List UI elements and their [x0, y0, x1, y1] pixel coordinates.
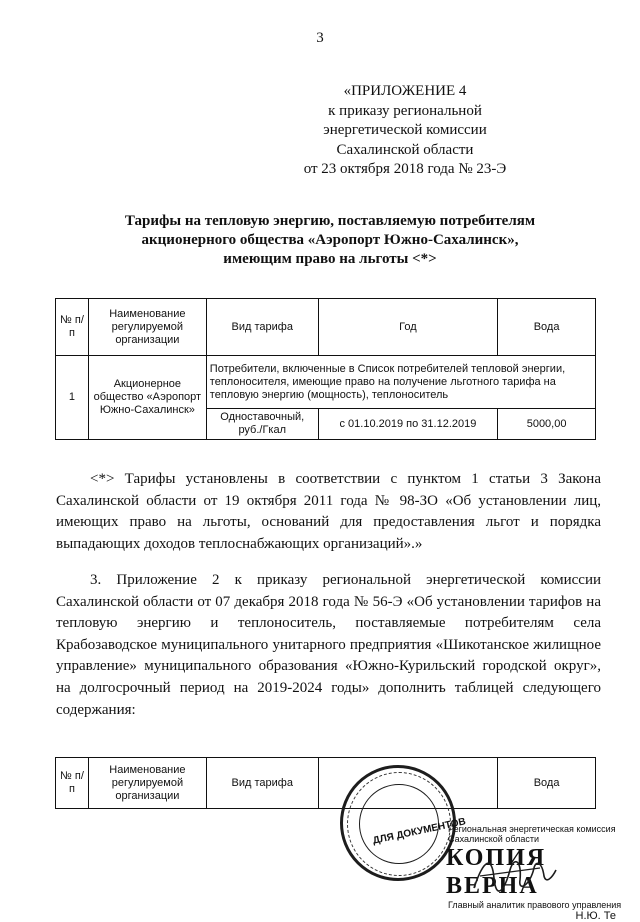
footnote: [56, 469, 601, 555]
cell-num: 1: [56, 356, 89, 440]
header-num: № п/п: [56, 758, 89, 809]
header-type: Вид тарифа: [206, 758, 318, 809]
cell-value: 5000,00: [498, 409, 596, 440]
document-title: [80, 212, 580, 269]
signature-icon: [470, 848, 560, 898]
header-year: Год: [318, 299, 498, 356]
item-3-text: 3. Приложение 2 к приказу региональной энергетической комиссии Сахалинской области от 07 декабря 2018 года № 56-Э «Об установлении тарифов на тепловую энергию и теплоноситель, поставляемые потребителям села Крабозаводское муниципального унитарного предприятия «Шикотанское жилищное управление» муниципального образования «Южно-Курильский городской округ», на долгосрочный период на 2019-2024 годы» дополнить таблицей следующего содержания:: [56, 572, 601, 718]
stamp-person: Н.Ю. Те: [575, 910, 616, 922]
cell-tariff-type: Одноставочный, руб./Гкал: [206, 409, 318, 440]
header-water: Вода: [498, 758, 596, 809]
appendix-line: «ПРИЛОЖЕНИЕ 4: [343, 83, 467, 99]
stamp-role: Главный аналитик правового управления: [448, 900, 622, 910]
tariff-table: [55, 298, 596, 440]
cell-consumers: Потребители, включенные в Список потребителей тепловой энергии, теплоносителя, имеющие право на получение льготного тарифа на тепловую энергию (мощность), теплоноситель: [206, 356, 595, 409]
title-line: Тарифы на тепловую энергию, поставляемую потребителям: [124, 213, 536, 229]
header-type: Вид тарифа: [206, 299, 318, 356]
appendix-header: [285, 82, 525, 180]
footnote-text: <*> Тарифы установлены в соответствии с пунктом 1 статьи 3 Закона Сахалинской области от 19 октября 2011 года № 98-ЗО «Об установлении лиц, имеющих право на льготы, оснований для предоставления льгот и порядка выпадающих доходов теплоснабжающих организаций».»: [56, 471, 601, 552]
title-line: имеющим право на льготы <*>: [223, 251, 437, 267]
header-num: № п/п: [56, 299, 89, 356]
header-org: Наименование регулируемой организации: [88, 299, 206, 356]
page-number: 3: [316, 30, 324, 46]
cell-period: с 01.10.2019 по 31.12.2019: [318, 409, 498, 440]
header-org: Наименование регулируемой организации: [88, 758, 206, 809]
item-3-paragraph: [56, 570, 601, 721]
stamp-org: Региональная энергетическая комиссия Сахалинской области: [448, 824, 616, 844]
title-line: акционерного общества «Аэропорт Южно-Сахалинск»,: [141, 232, 519, 248]
for-documents-label: ДЛЯ ДОКУМЕНТОВ: [371, 816, 467, 847]
tariff-table-2: [55, 757, 596, 809]
appendix-line: Сахалинской области: [336, 141, 474, 158]
appendix-line: к приказу региональной: [328, 102, 482, 119]
appendix-line: от 23 октября 2018 года № 23-Э: [303, 161, 507, 177]
table-row: [56, 356, 596, 409]
table-header-row: [56, 758, 596, 809]
cell-org: Акционерное общество «Аэропорт Южно-Сахалинск»: [88, 356, 206, 440]
table-header-row: [56, 299, 596, 356]
stamp-copy-text: КОПИЯ ВЕРНА: [446, 845, 547, 899]
header-water: Вода: [498, 299, 596, 356]
appendix-line: энергетической комиссии: [323, 122, 487, 138]
